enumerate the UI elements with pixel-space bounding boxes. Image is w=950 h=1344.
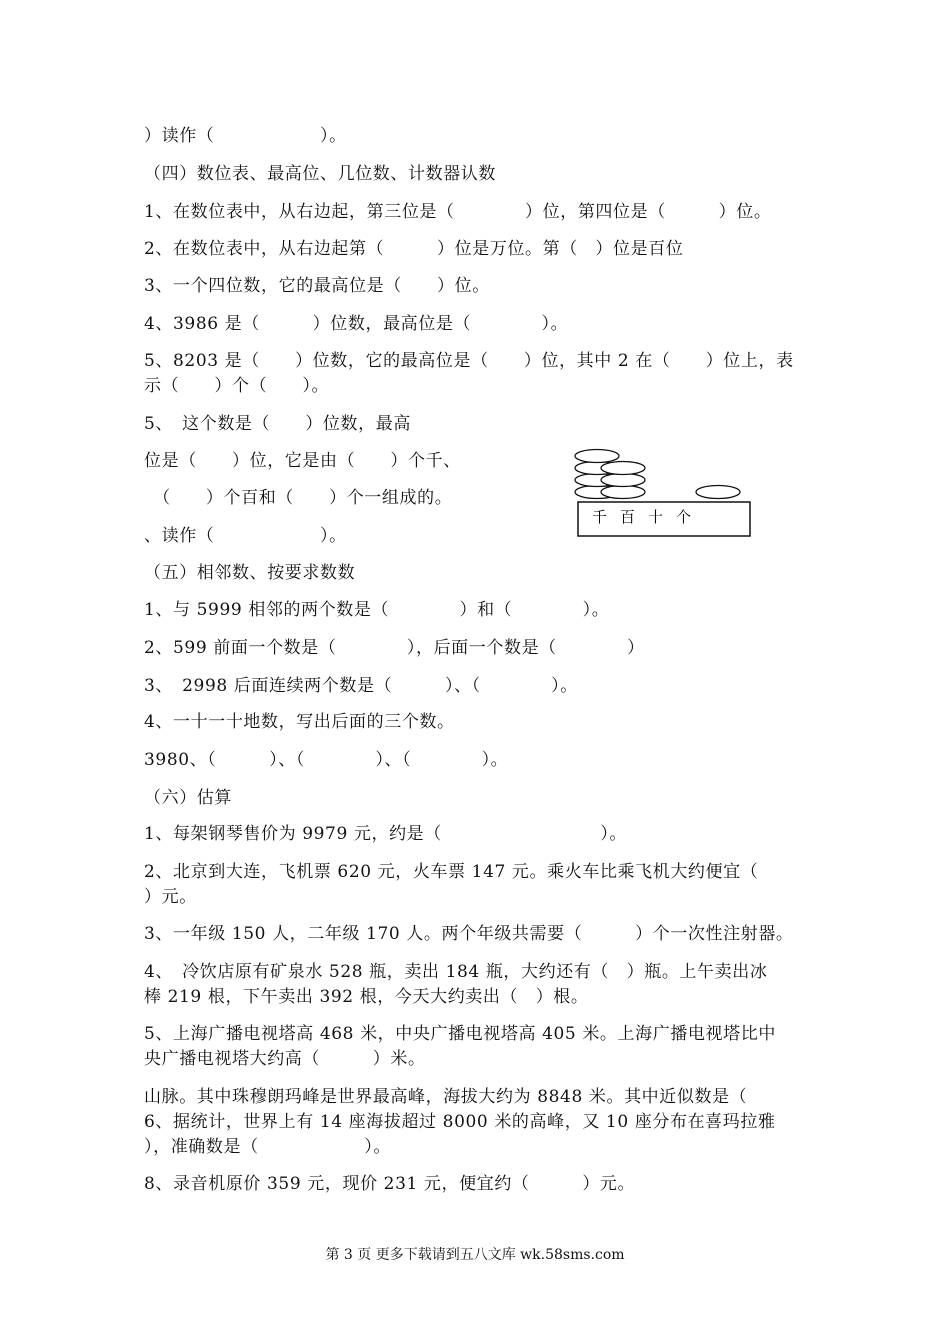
text-line: 2、在数位表中，从右边起第（ ）位是万位。第（ ）位是百位 bbox=[144, 239, 684, 259]
place-label-thousands: 千 bbox=[592, 508, 608, 526]
text-line: 3980、（ ）、（ ）、（ ）。 bbox=[144, 750, 509, 770]
text-line: 、读作（ ）。 bbox=[144, 526, 347, 546]
text-line: 2、599 前面一个数是（ ），后面一个数是（ ） bbox=[144, 638, 645, 658]
text-line: 5、 这个数是（ ）位数，最高 bbox=[144, 414, 411, 434]
text-line: 2、北京到大连，飞机票 620 元，火车票 147 元。乘火车比乘飞机大约便宜（ bbox=[144, 862, 759, 882]
text-line: 4、一十一十地数，写出后面的三个数。 bbox=[144, 712, 455, 732]
text-line: （ ）个百和（ ）个一组成的。 bbox=[144, 488, 453, 508]
text-line: ）读作（ ）。 bbox=[144, 126, 347, 146]
text-line: 4、 冷饮店原有矿泉水 528 瓶，卖出 184 瓶，大约还有（ ）瓶。上午卖出冰 bbox=[144, 962, 768, 982]
section-heading: （五）相邻数、按要求数数 bbox=[144, 563, 356, 583]
abacus-bead bbox=[575, 450, 619, 463]
text-line: 6、据统计，世界上有 14 座海拔超过 8000 米的高峰，又 10 座分布在喜玛拉雅 bbox=[144, 1112, 776, 1132]
text-line: 1、在数位表中，从右边起，第三位是（ ）位，第四位是（ ）位。 bbox=[144, 202, 772, 222]
text-line: 央广播电视塔大约高（ ）米。 bbox=[144, 1049, 426, 1069]
abacus-counter-figure bbox=[570, 440, 760, 540]
text-line: 3、一年级 150 人，二年级 170 人。两个年级共需要（ ）个一次性注射器。 bbox=[144, 924, 794, 944]
section-heading: （六）估算 bbox=[144, 788, 232, 808]
place-label-hundreds: 百 bbox=[620, 508, 636, 526]
section-heading: （四）数位表、最高位、几位数、计数器认数 bbox=[144, 164, 496, 184]
text-line: 示（ ）个（ ）。 bbox=[144, 376, 330, 396]
text-line: 8、录音机原价 359 元，现价 231 元，便宜约（ ）元。 bbox=[144, 1174, 636, 1194]
text-line: 5、8203 是（ ）位数，它的最高位是（ ）位，其中 2 在（ ）位上，表 bbox=[144, 351, 794, 371]
text-line: 3、 2998 后面连续两个数是（ ）、（ ）。 bbox=[144, 676, 578, 696]
abacus-bead bbox=[601, 474, 645, 487]
text-line: 棒 219 根，下午卖出 392 根，今天大约卖出（ ）根。 bbox=[144, 987, 589, 1007]
text-line: 5、上海广播电视塔高 468 米，中央广播电视塔高 405 米。上海广播电视塔比中 bbox=[144, 1024, 776, 1044]
abacus-bead bbox=[601, 486, 645, 499]
text-line: ），准确数是（ ）。 bbox=[144, 1137, 391, 1157]
abacus-bead bbox=[696, 486, 740, 499]
text-line: 位是（ ）位，它是由（ ）个千、 bbox=[144, 451, 461, 471]
place-label-tens: 十 bbox=[648, 508, 664, 526]
text-line: 1、与 5999 相邻的两个数是（ ）和（ ）。 bbox=[144, 600, 610, 620]
abacus-beads bbox=[575, 450, 740, 499]
place-label-ones: 个 bbox=[676, 508, 692, 526]
page-footer: 第 3 页 更多下载请到五八文库 wk.58sms.com bbox=[325, 1247, 625, 1263]
text-line: ）元。 bbox=[144, 887, 197, 907]
abacus-bead bbox=[601, 462, 645, 475]
text-line: 4、3986 是（ ）位数，最高位是（ ）。 bbox=[144, 314, 569, 334]
text-line: 山脉。其中珠穆朗玛峰是世界最高峰，海拔大约为 8848 米。其中近似数是（ bbox=[144, 1087, 748, 1107]
text-line: 1、每架钢琴售价为 9979 元，约是（ ）。 bbox=[144, 824, 627, 844]
text-line: 3、一个四位数，它的最高位是（ ）位。 bbox=[144, 276, 490, 296]
